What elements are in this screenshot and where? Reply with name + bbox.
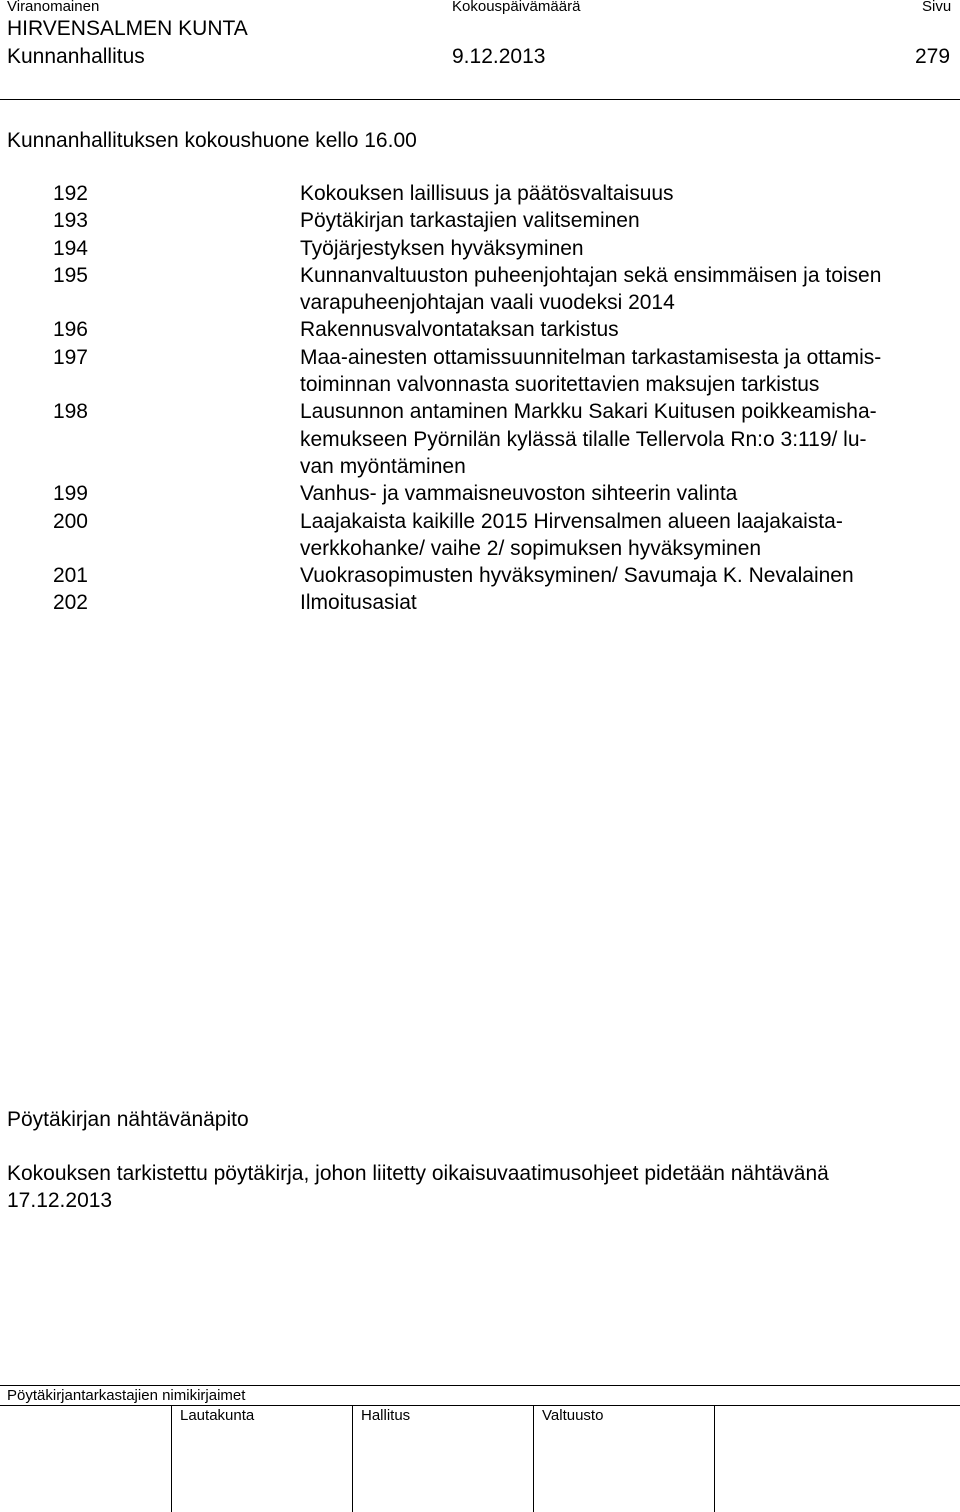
display-text: Kokouksen tarkistettu pöytäkirja, johon liitetty oikaisuvaatimusohjeet pidetään nähtävänä	[7, 1162, 829, 1185]
authority-label: Viranomainen	[7, 0, 100, 15]
display-heading: Pöytäkirjan nähtävänäpito	[7, 1108, 249, 1131]
agenda-item	[0, 262, 960, 317]
agenda-item-number: 196	[52, 318, 88, 342]
agenda-item-number: 197	[52, 345, 88, 369]
agenda-item	[0, 562, 960, 589]
agenda-item-title: Kunnanvaltuuston puheenjohtajan sekä ensimmäisen ja toisen varapuheenjohtajan vaali vuodeksi 2014	[300, 263, 882, 315]
meeting-date: 9.12.2013	[452, 45, 546, 68]
agenda-item	[0, 180, 960, 207]
footer-column-divider	[352, 1405, 353, 1512]
initials-label: Pöytäkirjantarkastajien nimikirjaimet	[7, 1387, 246, 1404]
agenda-item-number: 193	[52, 209, 88, 233]
agenda-item	[0, 508, 960, 563]
agenda-item-title: Ilmoitusasiat	[300, 591, 417, 615]
agenda-item-title: Rakennusvalvontataksan tarkistus	[300, 318, 619, 342]
municipality-name: HIRVENSALMEN KUNTA	[7, 17, 248, 40]
agenda-item-title: Maa-ainesten ottamissuunnitelman tarkastamisesta ja ottamis- toiminnan valvonnasta suoritettavien maksujen tarkistus	[300, 345, 882, 397]
footer-col-valtuusto: Valtuusto	[542, 1407, 604, 1424]
footer-column-divider	[533, 1405, 534, 1512]
agenda-item-number: 192	[52, 182, 88, 205]
footer-subdivider	[0, 1405, 960, 1406]
meeting-place: Kunnanhallituksen kokoushuone kello 16.00	[7, 129, 417, 152]
agenda-item-title: Lausunnon antaminen Markku Sakari Kuitusen poikkeamisha- kemukseen Pyörnilän kylässä tilalle Tellervola Rn:o 3:119/ lu- van myöntäminen	[300, 400, 877, 478]
display-date: 17.12.2013	[7, 1189, 113, 1212]
agenda-item	[0, 589, 960, 616]
agenda-item-title: Työjärjestyksen hyväksyminen	[300, 236, 584, 260]
agenda-item-title: Kokouksen laillisuus ja päätösvaltaisuus	[300, 182, 674, 205]
meeting-date-label: Kokouspäivämäärä	[452, 0, 581, 15]
agenda-item	[0, 480, 960, 507]
governing-body: Kunnanhallitus	[7, 45, 145, 68]
agenda-item-title: Vuokrasopimusten hyväksyminen/ Savumaja K. Nevalainen	[300, 564, 854, 588]
page-number: 279	[915, 45, 951, 68]
agenda-item-title: Laajakaista kaikille 2015 Hirvensalmen alueen laajakaista- verkkohanke/ vaihe 2/ sopimuksen hyväksyminen	[300, 509, 843, 560]
agenda-list	[0, 180, 960, 617]
agenda-item-number: 200	[52, 509, 88, 533]
footer-col-hallitus: Hallitus	[361, 1407, 411, 1424]
agenda-item-number: 195	[52, 263, 88, 287]
agenda-item-number: 199	[52, 482, 88, 506]
agenda-item	[0, 235, 960, 262]
header-divider	[0, 99, 960, 100]
footer-column-divider	[714, 1405, 715, 1512]
agenda-item	[0, 398, 960, 480]
page-label: Sivu	[922, 0, 952, 15]
agenda-item-title: Vanhus- ja vammaisneuvoston sihteerin valinta	[300, 482, 738, 506]
agenda-item	[0, 344, 960, 399]
agenda-item-number: 202	[52, 591, 88, 615]
footer-column-divider	[171, 1405, 172, 1512]
agenda-item	[0, 207, 960, 234]
footer-col-lautakunta: Lautakunta	[180, 1407, 255, 1424]
agenda-item-number: 194	[52, 236, 88, 260]
footer-divider	[0, 1385, 960, 1386]
agenda-item-number: 198	[52, 400, 88, 424]
agenda-item	[0, 316, 960, 343]
agenda-item-title: Pöytäkirjan tarkastajien valitseminen	[300, 209, 640, 233]
agenda-item-number: 201	[52, 564, 88, 588]
